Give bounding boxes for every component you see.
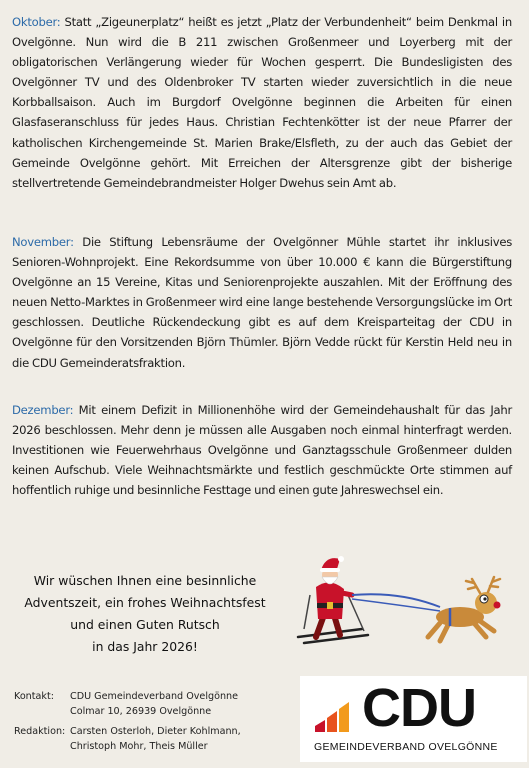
month-heading-november: November: xyxy=(12,235,74,249)
greeting-line: und einen Guten Rutsch xyxy=(70,617,220,632)
paragraph-text: Die Stiftung Lebensräume der Ovelgönner Mühle startet ihr inklusives Senioren-Wohnprojekt. Eine Rekordsumme von über 10.000 € kann die Bürgerstiftung Ovelgönne an 15 Vereine, Kitas und Seniorenprojekte auszahlen. Mit der Eröffnung des neuen Netto-Marktes in Großenmeer wird eine lange bestehende Versorgungslücke im Ort geschlossen. Deutliche Rückendeckung gibt es auf dem Kreisparteitag der CDU in Ovelgönne für den Vorsitzenden Björn Thümler. Björn Vedde rückt für Kerstin Held neu in die CDU Gemeinderatsfraktion. xyxy=(12,235,512,370)
cdu-bars-icon xyxy=(315,686,359,732)
editor-label: Redaktion: xyxy=(14,726,66,737)
cdu-logo xyxy=(300,676,527,762)
logo-subtitle: GEMEINDEVERBAND OVELGÖNNE xyxy=(314,741,498,753)
contact-line: CDU Gemeindeverband Ovelgönne xyxy=(70,691,239,702)
holiday-greeting xyxy=(14,570,276,658)
reindeer-icon xyxy=(428,577,501,641)
santa-sleigh-illustration xyxy=(290,545,520,655)
contact-label: Kontakt: xyxy=(14,691,54,702)
month-heading-oktober: Oktober: xyxy=(12,15,61,29)
greeting-line: in das Jahr 2026! xyxy=(92,639,198,654)
paragraph-november xyxy=(12,232,512,373)
editor-line: Christoph Mohr, Theis Müller xyxy=(70,740,208,752)
greeting-line: Wir wüschen Ihnen eine besinnliche xyxy=(33,573,257,588)
contact-line: Colmar 10, 26939 Ovelgönne xyxy=(70,705,212,717)
month-heading-dezember: Dezember: xyxy=(12,403,74,417)
editor-line: Carsten Osterloh, Dieter Kohlmann, xyxy=(70,726,241,737)
paragraph-oktober xyxy=(12,12,512,193)
footer-contact xyxy=(14,690,241,754)
paragraph-dezember xyxy=(12,400,512,500)
paragraph-text: Statt „Zigeunerplatz“ heißt es jetzt „Platz der Verbundenheit“ beim Denkmal in Ovelgönne. Nun wird die B 211 zwischen Großenmeer und Loyerberg mit der obligatorischen Verlängerung wieder für Wochen gesperrt. Die Bundesligisten des Ovelgönner TV und des Oldenbroker TV starten wieder zuversichtlich in die neue Korbballsaison. Auch im Burgdorf Ovelgönne beginnen die Arbeiten für einen Glasfaseranschluss für jedes Haus. Christian Fechtenkötter ist der neue Pfarrer der katholischen Kirchengemeinde St. Marien Brake/Elsfleth, zu der auch das Gebiet der Gemeinde Ovelgönne gehört. Mit Erreichen der Altersgrenze gibt der bisherige stellvertretende Gemeindebrandmeister Holger Dwehus sein Amt ab. xyxy=(12,15,512,190)
greeting-line: Adventszeit, ein frohes Weihnachtsfest xyxy=(24,595,266,610)
paragraph-text: Mit einem Defizit in Millionenhöhe wird der Gemeindehaushalt für das Jahr 2026 beschlossen. Mehr denn je müssen alle Ausgaben noch einmal hinterfragt werden. Investitionen wie Feuerwehrhaus Ovelgönne und Ganztagsschule Großenmeer dulden keinen Aufschub. Viele Weihnachtsmärkte und festlich geschmückte Orte stimmen auf hoffentlich ruhige und besinnliche Festtage und einen gute Jahreswechsel ein. xyxy=(12,403,512,498)
logo-wordmark: CDU xyxy=(362,678,476,738)
